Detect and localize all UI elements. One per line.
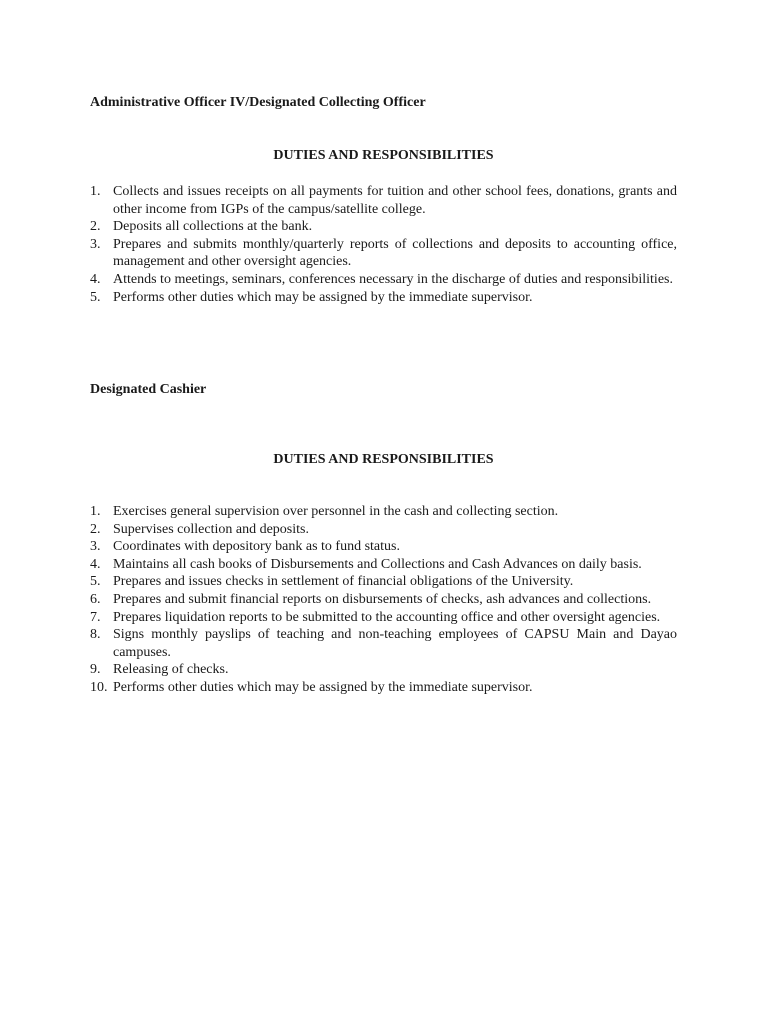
item-number: 1. — [90, 504, 101, 519]
item-number: 2. — [90, 219, 101, 235]
item-text: Releasing of checks. — [113, 662, 229, 678]
list-item — [90, 573, 677, 591]
item-number: 8. — [90, 627, 101, 643]
position-title: Administrative Officer IV/Designated Collecting Officer — [90, 95, 426, 110]
item-text: Prepares and submit financial reports on disbursements of checks, ash advances and collections. — [113, 591, 652, 607]
item-text: Signs monthly payslips of teaching and non-teaching employees of CAPSU Main and Dayao campuses. — [113, 627, 677, 660]
item-text: Supervises collection and deposits. — [113, 521, 309, 537]
item-number: 5. — [90, 289, 101, 305]
item-text: Performs other duties which may be assigned by the immediate supervisor. — [113, 679, 533, 695]
list-item — [90, 183, 677, 218]
list-item — [90, 661, 677, 679]
item-text: Attends to meetings, seminars, conferences necessary in the discharge of duties and responsibilities. — [113, 271, 673, 287]
item-number: 2. — [90, 521, 101, 537]
item-text: Deposits all collections at the bank. — [113, 219, 313, 235]
item-number: 5. — [90, 574, 101, 590]
item-number: 3. — [90, 539, 101, 555]
duties-list — [90, 503, 677, 697]
section-heading: DUTIES AND RESPONSIBILITIES — [273, 148, 494, 163]
item-number: 10. — [90, 679, 108, 695]
item-number: 4. — [90, 556, 101, 572]
item-text: Performs other duties which may be assigned by the immediate supervisor. — [113, 289, 533, 305]
item-text: Prepares and issues checks in settlement of financial obligations of the University. — [113, 574, 574, 590]
list-item — [90, 236, 677, 271]
item-number: 3. — [90, 236, 101, 252]
list-item — [90, 271, 677, 289]
list-item — [90, 556, 677, 574]
item-text: Exercises general supervision over personnel in the cash and collecting section. — [113, 504, 559, 519]
section-heading: DUTIES AND RESPONSIBILITIES — [273, 452, 494, 467]
list-item — [90, 218, 677, 236]
item-number: 6. — [90, 591, 101, 607]
list-item — [90, 679, 677, 697]
item-text: Maintains all cash books of Disbursements and Collections and Cash Advances on daily basis. — [113, 556, 642, 572]
list-item — [90, 609, 677, 627]
item-text: Prepares and submits monthly/quarterly reports of collections and deposits to accounting office, management and other oversight agencies. — [113, 236, 677, 270]
list-item — [90, 626, 677, 661]
item-number: 7. — [90, 609, 101, 625]
list-item — [90, 289, 677, 307]
duties-list — [90, 183, 677, 306]
position-title: Designated Cashier — [90, 382, 207, 397]
list-item — [90, 503, 677, 521]
item-number: 4. — [90, 271, 101, 287]
item-text: Collects and issues receipts on all payments for tuition and other school fees, donations, grants and other income from IGPs of the campus/satellite college. — [113, 184, 677, 217]
item-text: Prepares liquidation reports to be submitted to the accounting office and other oversight agencies. — [113, 609, 661, 625]
item-number: 1. — [90, 184, 101, 199]
list-item — [90, 538, 677, 556]
item-text: Coordinates with depository bank as to fund status. — [113, 539, 400, 555]
item-number: 9. — [90, 662, 101, 678]
list-item — [90, 591, 677, 609]
list-item — [90, 521, 677, 539]
